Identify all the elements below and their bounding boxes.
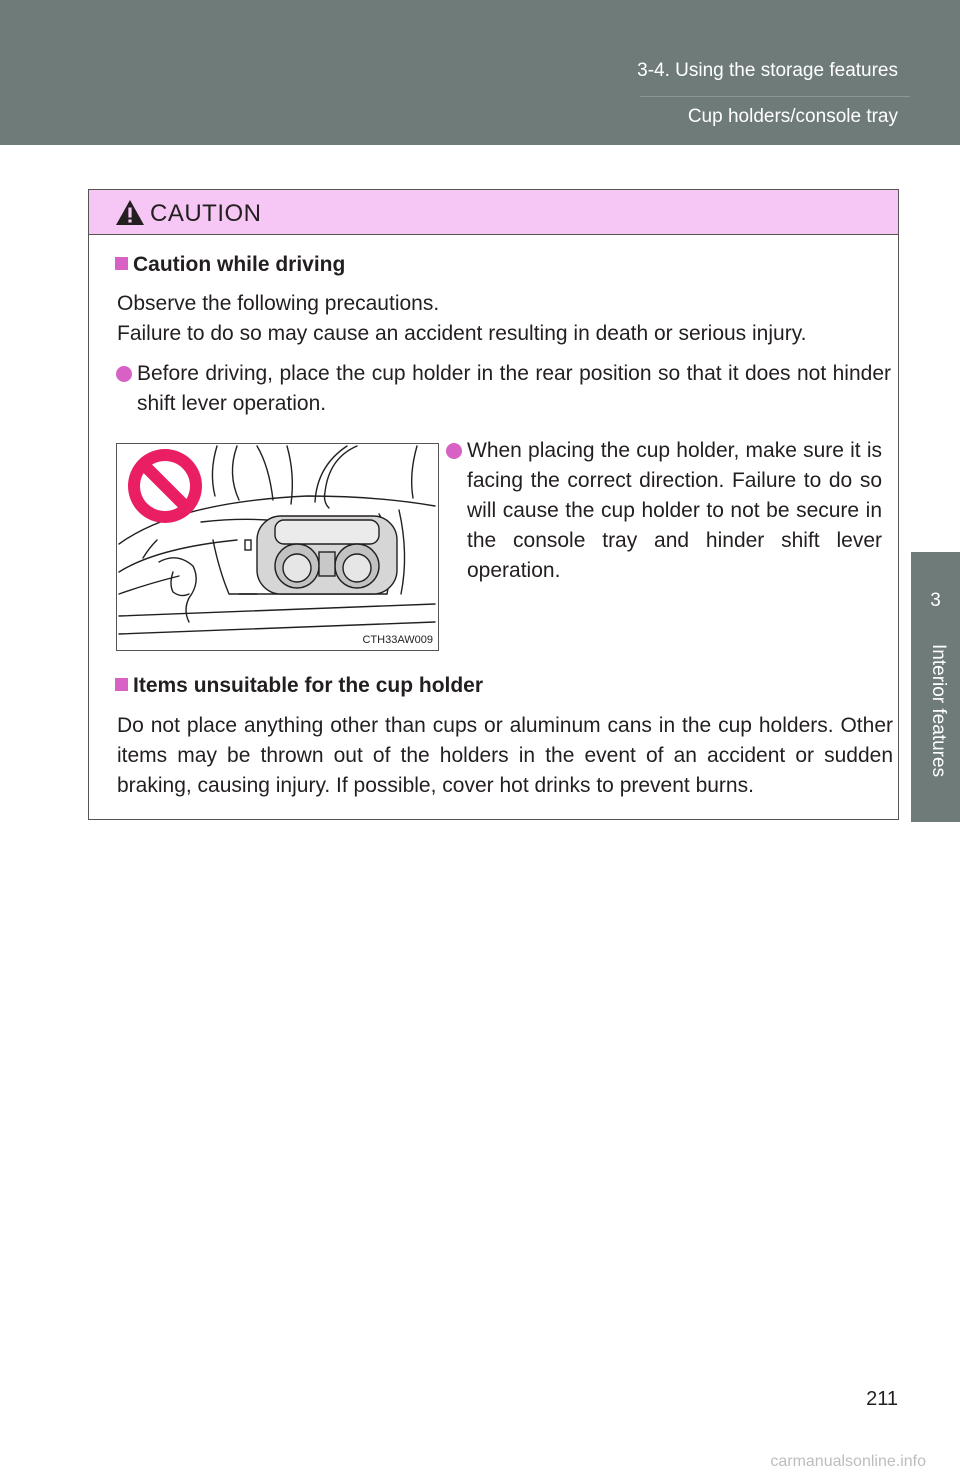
chapter-side-tab [911, 552, 960, 822]
section-heading: Items unsuitable for the cup holder [115, 674, 483, 698]
page-number: 211 [866, 1388, 898, 1410]
section-heading: Caution while driving [115, 253, 345, 277]
caution-header [89, 190, 898, 235]
chapter-label: Interior features [928, 644, 949, 778]
caution-box [88, 189, 899, 820]
watermark: carmanualsonline.info [770, 1453, 926, 1470]
subsection-title: Cup holders/console tray [687, 106, 898, 127]
warning-triangle-icon [115, 199, 145, 226]
paragraph: Observe the following precautions. [117, 292, 440, 315]
square-bullet-icon [115, 678, 128, 691]
paragraph: Failure to do so may cause an accident resulting in death or serious injury. [117, 322, 807, 345]
square-bullet-icon [115, 257, 128, 270]
round-bullet-icon [116, 366, 132, 382]
console-tray-drawing [117, 444, 438, 650]
caution-title: CAUTION [150, 200, 262, 227]
prohibition-icon [128, 449, 202, 523]
bullet-item: When placing the cup holder, make sure it is facing the correct direction. Failure to do so will cause the cup holder to not be secure in the console tray and hinder shift lever operation. [446, 436, 882, 586]
section-title: 3-4. Using the storage features [637, 60, 898, 81]
chapter-number: 3 [930, 590, 941, 611]
page-header [0, 0, 960, 145]
paragraph: Do not place anything other than cups or aluminum cans in the cup holders. Other items may be thrown out of the holders in the event of an accident or sudden braking, causing injury. If possible, cover hot drinks to prevent burns. [117, 714, 893, 797]
bullet-item: Before driving, place the cup holder in the rear position so that it does not hinder shift lever operation. [116, 359, 891, 419]
illustration-code: CTH33AW009 [362, 634, 433, 646]
cup-holder-illustration [116, 443, 439, 651]
round-bullet-icon [446, 443, 462, 459]
